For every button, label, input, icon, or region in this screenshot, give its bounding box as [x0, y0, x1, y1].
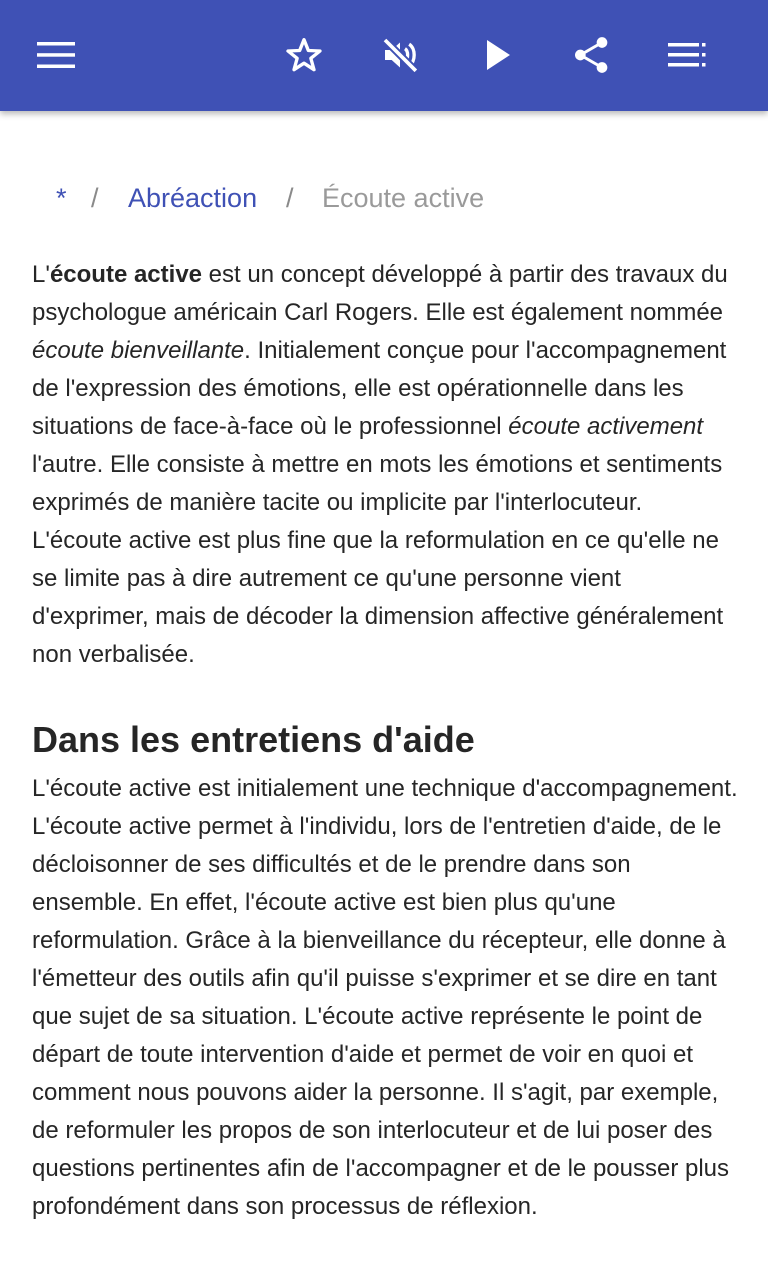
article-content — [32, 256, 738, 1226]
volume-off-icon — [380, 35, 420, 75]
app-bar — [0, 0, 768, 111]
section-paragraph: L'écoute active est initialement une technique d'accompagnement. L'écoute active permet à l'individu, lors de l'entretien d'aide, de le décloisonner de ses difficultés et de le prendre dans son ensemble. En effet, l'écoute active est bien plus qu'une reformulation. Grâce à la bienveillance du récepteur, elle donne à l'émetteur des outils afin qu'il puisse s'exprimer et se dire en tant que sujet de sa situation. L'écoute active représente le point de départ de toute intervention d'aide et permet de voir en quoi et comment nous pouvons aider la personne. Il s'agit, par exemple, de reformuler les propos de son interlocuteur et de lui poser des questions pertinentes afin de l'accompagner et de le pousser plus profondément dans son processus de réflexion. — [32, 775, 738, 1220]
list-icon — [668, 41, 708, 69]
breadcrumb-parent-link[interactable]: Abréaction — [128, 183, 258, 213]
intro-term-bold: écoute active — [49, 261, 203, 288]
section-heading: Dans les entretiens d'aide — [32, 719, 475, 760]
contents-button[interactable] — [660, 27, 716, 83]
play-icon — [484, 39, 512, 71]
breadcrumb — [0, 178, 768, 218]
intro-term-italic: écoute activement — [508, 413, 704, 440]
intro-text: . Initialement conçue pour l'accompagnement de l'expression des émotions, elle est opérationnelle dans les situations de face-à-face où le professionnel — [32, 337, 727, 440]
mute-button[interactable] — [372, 27, 428, 83]
breadcrumb-separator: / — [286, 183, 294, 213]
intro-term-italic: écoute bienveillante — [32, 337, 245, 364]
intro-text: l'autre. Elle consiste à mettre en mots les émotions et sentiments exprimés de manière tacite ou implicite par l'interlocuteur. L'écoute active est plus fine que la reformulation en ce qu'elle ne se limite pas à dire autrement ce qu'une personne vient d'exprimer, mais de décoder la dimension affective généralement non verbalisée. — [32, 451, 724, 668]
intro-text: L' — [32, 261, 50, 288]
menu-icon — [37, 41, 75, 69]
intro-text: est un concept développé à partir des travaux du psychologue américain Carl Rogers. Elle est également nommée — [32, 261, 728, 326]
breadcrumb-separator: / — [91, 183, 99, 213]
menu-button[interactable] — [28, 27, 84, 83]
breadcrumb-current: Écoute active — [322, 183, 485, 213]
intro-paragraph — [32, 256, 738, 674]
share-button[interactable] — [564, 27, 620, 83]
share-icon — [572, 34, 612, 76]
star-icon — [283, 35, 325, 75]
breadcrumb-home-link[interactable]: * — [56, 183, 67, 213]
favorite-button[interactable] — [276, 27, 332, 83]
play-button[interactable] — [470, 27, 526, 83]
